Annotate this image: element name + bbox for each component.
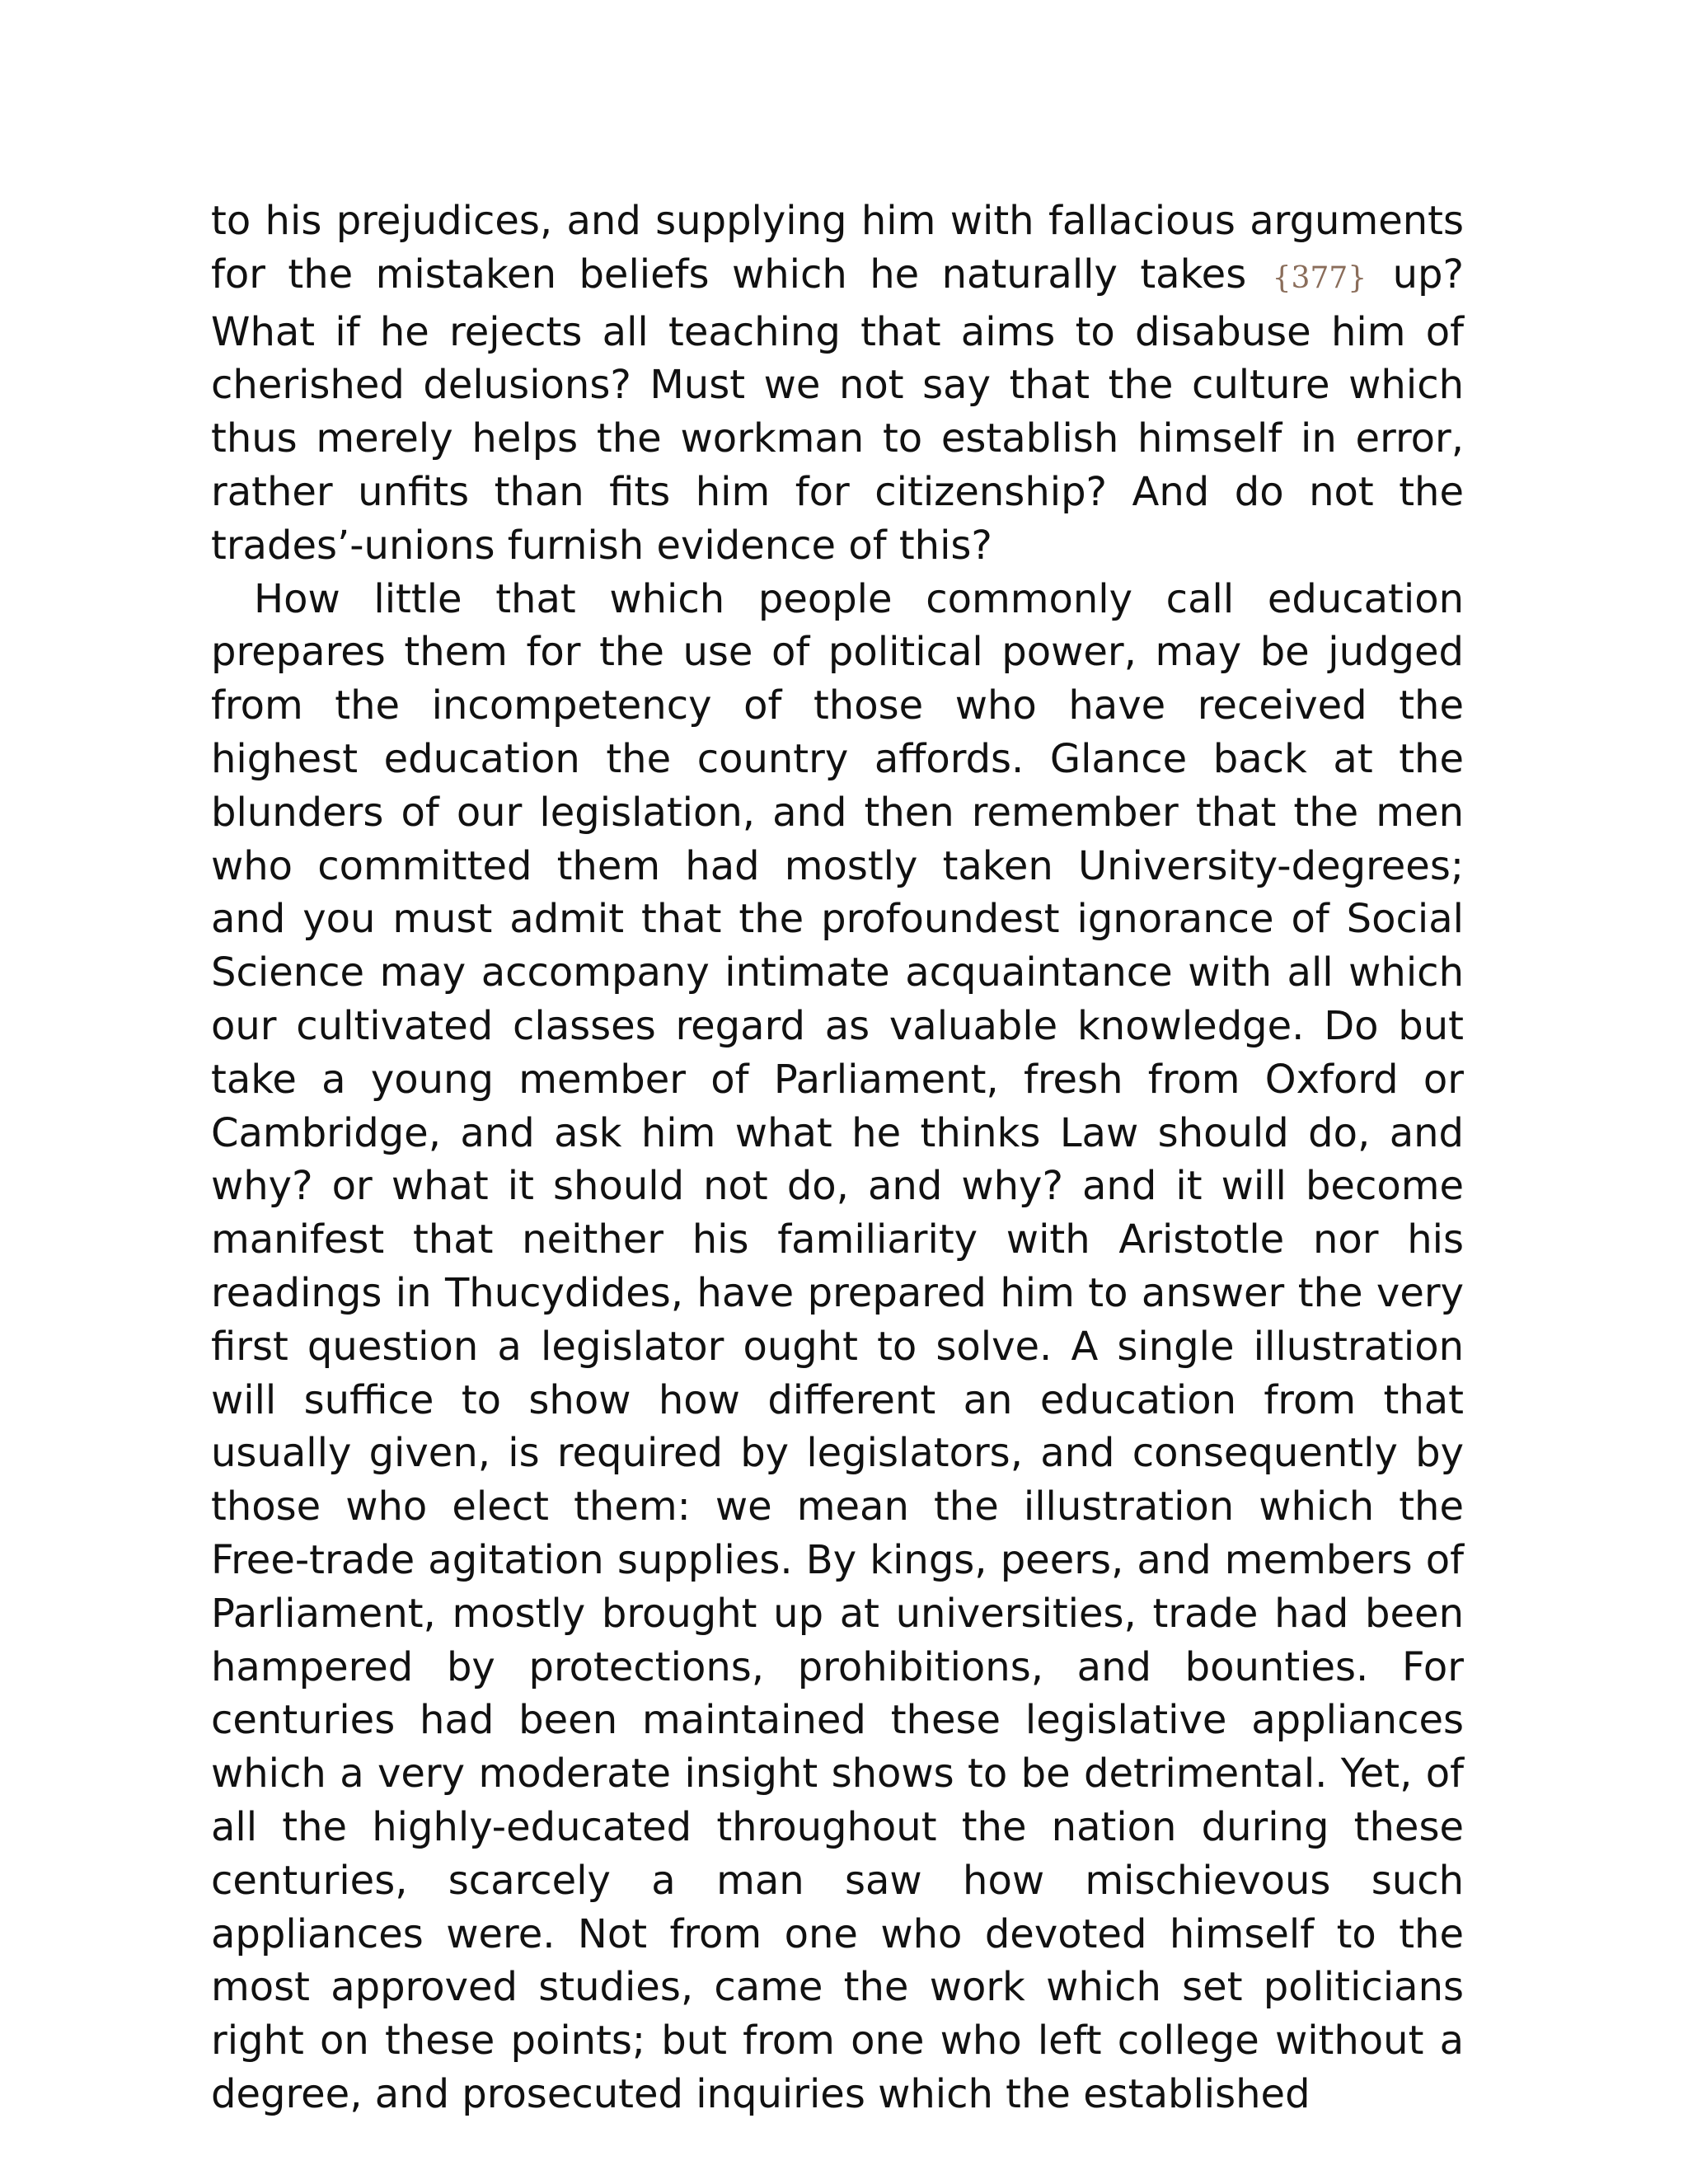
paragraph-continued xyxy=(211,194,1464,573)
paragraph-1-text-after-marker: up? What if he rejects all teaching that aims to disabuse him of cherished delusions? Must we not say that the culture which thus merely helps the workman to establish himself in error, rather unfits than fits him for citizenship? And do not the trades’-unions furnish evidence of this? xyxy=(211,251,1464,569)
paragraph-1-text-before-marker: to his prejudices, and supplying him with fallacious arguments for the mistaken beliefs which he naturally takes xyxy=(211,198,1464,298)
page-number-marker: {377} xyxy=(1272,260,1367,295)
book-page xyxy=(211,194,1464,2121)
paragraph-education: How little that which people commonly call education prepares them for the use of political power, may be judged from the incompetency of those who have received the highest education the country affords. Glance back at the blunders of our legislation, and then remember that the men who committed them had mostly taken University-degrees; and you must admit that the profoundest ignorance of Social Science may accompany intimate acquaintance with all which our cultivated classes regard as valuable knowledge. Do but take a young member of Parliament, fresh from Oxford or Cambridge, and ask him what he thinks Law should do, and why? or what it should not do, and why? and it will become manifest that neither his familiarity with Aristotle nor his readings in Thucydides, have prepared him to answer the very first question a legislator ought to solve. A single illustration will suffice to show how different an education from that usually given, is required by legislators, and consequently by those who elect them: we mean the illustration which the Free-trade agitation supplies. By kings, peers, and members of Parliament, mostly brought up at universities, trade had been hampered by protections, prohibitions, and bounties. For centuries had been maintained these legislative appliances which a very moderate insight shows to be detrimental. Yet, of all the highly-educated throughout the nation during these centuries, scarcely a man saw how mischievous such appliances were. Not from one who devoted himself to the most approved studies, came the work which set politicians right on these points; but from one who left college without a degree, and prosecuted inquiries which the established xyxy=(211,575,1464,2117)
